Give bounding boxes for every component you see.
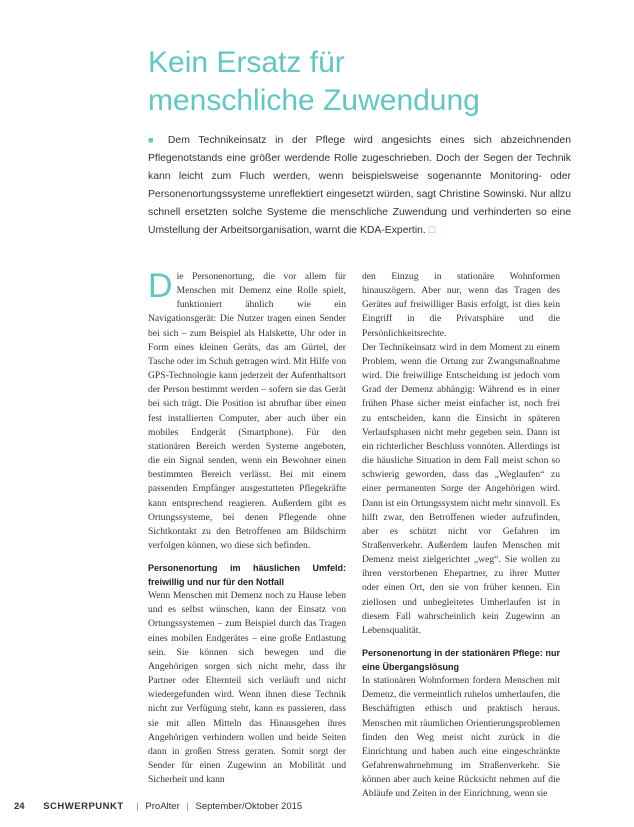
right-paragraph-2: Der Technikeinsatz wird in dem Moment zu einem Problem, wenn die Ortung zur Zwangsmaßnahme wird. Die freiwillige Entscheidung ist jedoch vom Grad der Demenz abhängig: Während es in einer frühen Phase sicher meist einfacher ist, noch frei zu entscheiden, kann die Einsicht in späteren Verlaufsphasen nicht mehr gegeben sein. Dann ist ein richterlicher Beschluss vonnöten. Allerdings ist die häusliche Situation in dem Fall meist schon so schwierig geworden, dass das „Weglaufen“ zu einer permanenten Sorge der Angehörigen wird. Dann ist ein Ortungssystem nicht mehr sinnvoll. Es hilft zwar, den Betroffenen wieder aufzufinden, aber es schützt nicht vor Gefahren im Straßenverkehr. Außerdem laufen Menschen mit Demenz meist zielgerichtet „weg“. Sie wollen zu ihren verstorbenen Ehepartner, zu ihrer Mutter oder einen Ort, den sie von früher kennen. Ein ziellosen und unbegleitetes Umherlaufen ist in diesem Fall wahrscheinlich kein Zugewinn an Lebensqualität. <box>362 341 560 636</box>
left-paragraph-2: Wenn Menschen mit Demenz noch zu Hause leben und es selbst wünschen, kann der Einsatz von Ortungssystemen – zum Beispiel durch das Tragen eines mobilen Endgerätes – eine große Entlastung sein. Sie können sich bewegen und die Angehörigen sorgen sich nicht mehr, dass ihr Partner oder Elternteil sich verläuft und nicht wiedergefunden wird. Wenn ihnen diese Technik nicht zur Verfügung steht, kann es passieren, dass sie mit allen Mitteln das Hinausgehen ihres Angehörigen verhindern wollen und beide Seiten dann in großen Stress geraten. Somit sorgt der Sender für einen Zugewinn an Mobilität und Sicherheit und kann <box>148 590 346 786</box>
footer-separator-2: | <box>186 801 189 812</box>
lead-marker-icon: ■ <box>148 135 160 145</box>
lead-paragraph <box>148 131 571 240</box>
issue-date: September/Oktober 2015 <box>195 801 303 812</box>
dropcap: D <box>148 267 173 305</box>
page-number: 24 <box>14 801 25 812</box>
title-line-1: Kein Ersatz für <box>148 46 345 79</box>
magazine-name: ProAlter <box>145 801 180 812</box>
article-column-right <box>362 270 560 801</box>
section-label: SCHWERPUNKT <box>43 801 124 812</box>
subheading-home: Personenortung im häuslichen Umfeld: freiwillig und nur für den Notfall <box>148 563 346 588</box>
title-line-2: menschliche Zuwendung <box>148 84 480 117</box>
left-paragraph-1: ie Personenortung, die vor allem für Menschen mit Demenz eine Rolle spielt, funktioniert ähnlich wie ein Navigationsgerät: Die Nutzer tragen einen Sender bei sich – zum Beispiel als Halskette, Uhr oder in Form eines kleinen Geräts, das am Gürtel, der Tasche oder im Schuh getragen wird. Mit Hilfe von GPS-Technologie kann jederzeit der Aufenthaltsort der Person bestimmt werden – sofern sie das Gerät bei sich trägt. Die Position ist abrufbar über einen fest installierten Computer, aber auch über ein mobiles Endgerät (Smartphone). Für den stationären Bereich werden Systeme angeboten, die ein Signal senden, wenn ein Bewohner einen bestimmten Bereich verlässt. Bei mit einem passenden Empfänger ausgestatteten Pflegekräfte kann entsprechend reagieren. Außerdem gibt es Ortungssysteme, bei denen Pflegende ohne Sichtkontakt zu den Betroffenen am Bildschirm verfolgen können, wo diese sich befinden. <box>148 271 346 551</box>
right-paragraph-1: den Einzug in stationäre Wohnformen hinauszögern. Aber nur, wenn das Tragen des Gerätes auf freiwilliger Basis erfolgt, ist dies kein Eingriff in die Privatsphäre und die Persönlichkeitsrechte. <box>362 271 560 339</box>
subheading-stationary: Personenortung in der stationären Pflege: nur eine Übergangslösung <box>362 648 560 673</box>
lead-text: Dem Technikeinsatz in der Pflege wird angesichts eines sich abzeichnenden Pflegenotstands eine größer werdende Rolle zugeschrieben. Doch der Segen der Technik kann leicht zum Fluch werden, wenn beispielsweise sogenannte Monitoring- oder Personenortungssysteme unreflektiert eingesetzt würden, sagt Christine Sowinski. Nur allzu schnell ersetzten solche Systeme die menschliche Zuwendung und verhinderten so eine Umstellung der Arbeitsorganisation, warnt die KDA-Expertin. <box>148 135 572 236</box>
footer-separator: | <box>136 801 139 812</box>
article-column-left <box>148 267 346 787</box>
page-footer <box>14 801 302 812</box>
end-marker-icon: □ <box>428 225 435 236</box>
right-paragraph-3: In stationären Wohnformen fordern Menschen mit Demenz, die vermeintlich ruhelos umherlaufen, die Beschäftigten ethisch und praktisch heraus. Menschen mit räumlichen Orientierungsproblemen finden den Weg meist nicht zurück in die Einrichtung und haben auch eine eingeschränkte Gefahrenwahrnehmung im Straßenverkehr. Sie können aber auch keine Rücksicht nehmen auf die Abläufe und Zeiten in der Einrichtung, wenn sie <box>362 675 560 800</box>
article-title <box>148 44 588 120</box>
